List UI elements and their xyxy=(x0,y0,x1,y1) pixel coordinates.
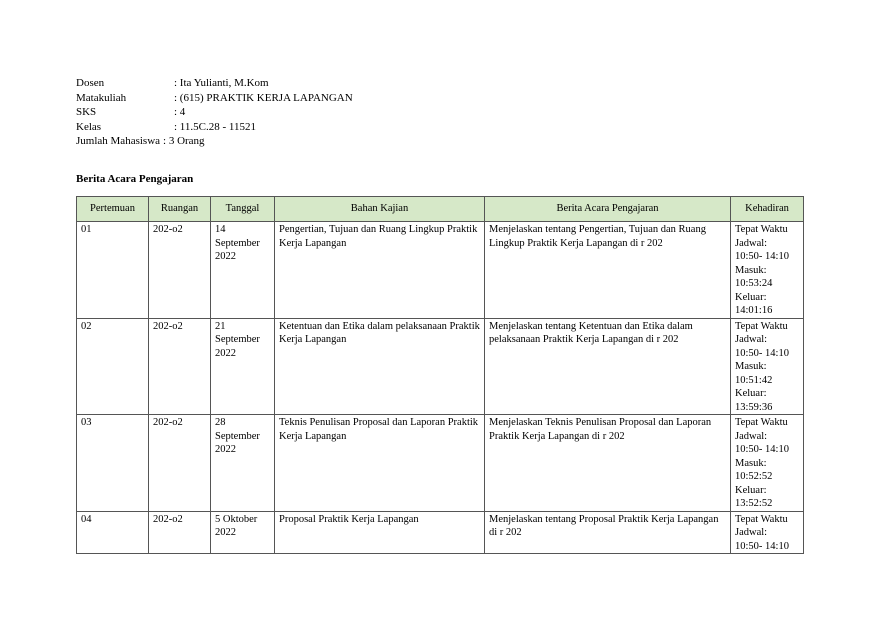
info-row-sks xyxy=(76,105,353,120)
matakuliah-label: Matakuliah xyxy=(76,91,127,104)
cell-pertemuan: 01 xyxy=(77,222,149,319)
info-row-matakuliah xyxy=(76,91,353,106)
table-row xyxy=(77,222,804,319)
cell-pertemuan: 03 xyxy=(77,415,149,512)
cell-tanggal: 14 September 2022 xyxy=(211,222,275,319)
jadwal-label: Jadwal: xyxy=(735,430,768,442)
cell-berita-acara: Menjelaskan tentang Pengertian, Tujuan dan Ruang Lingkup Praktik Kerja Lapangan di r 202 xyxy=(485,222,731,319)
jadwal-value: 10:50- 14:10 xyxy=(735,444,789,455)
cell-ruangan: 202-o2 xyxy=(149,222,211,319)
cell-tanggal: 21 September 2022 xyxy=(211,318,275,415)
sks-label: SKS xyxy=(76,106,97,119)
header-bahan-kajian: Bahan Kajian xyxy=(275,197,485,222)
masuk-value: 10:52:52 xyxy=(735,471,773,482)
header-ruangan: Ruangan xyxy=(149,197,211,222)
cell-berita-acara: Menjelaskan tentang Ketentuan dan Etika dalam pelaksanaan Praktik Kerja Lapangan di r 202 xyxy=(485,318,731,415)
jumlah-label: Jumlah Mahasiswa xyxy=(76,135,161,148)
keluar-label: Keluar: xyxy=(735,291,767,303)
keluar-value: 13:52:52 xyxy=(735,498,773,509)
cell-pertemuan: 04 xyxy=(77,511,149,554)
cell-kehadiran xyxy=(731,511,804,554)
matakuliah-value: : (615) PRAKTIK KERJA LAPANGAN xyxy=(174,91,353,104)
jadwal-label: Jadwal: xyxy=(735,334,768,345)
kelas-value: : 11.5C.28 - 11521 xyxy=(174,120,256,133)
kehadiran-status: Tepat Waktu xyxy=(735,417,788,428)
jadwal-value: 10:50- 14:10 xyxy=(735,540,789,552)
keluar-value: 13:59:36 xyxy=(735,401,773,413)
cell-bahan-kajian: Pengertian, Tujuan dan Ruang Lingkup Praktik Kerja Lapangan xyxy=(275,222,485,319)
info-row-jumlah xyxy=(76,134,353,149)
cell-kehadiran xyxy=(731,318,804,415)
header-berita-acara: Berita Acara Pengajaran xyxy=(485,197,731,222)
masuk-label: Masuk: xyxy=(735,361,767,372)
masuk-label: Masuk: xyxy=(735,264,767,276)
cell-ruangan: 202-o2 xyxy=(149,318,211,415)
dosen-value: : Ita Yulianti, M.Kom xyxy=(174,77,269,89)
kehadiran-status: Tepat Waktu xyxy=(735,513,788,525)
table-row xyxy=(77,511,804,554)
keluar-label: Keluar: xyxy=(735,388,767,399)
section-title: Berita Acara Pengajaran xyxy=(76,173,194,185)
jadwal-value: 10:50- 14:10 xyxy=(735,347,789,359)
cell-ruangan: 202-o2 xyxy=(149,511,211,554)
cell-bahan-kajian: Teknis Penulisan Proposal dan Laporan Praktik Kerja Lapangan xyxy=(275,415,485,512)
cell-bahan-kajian: Proposal Praktik Kerja Lapangan xyxy=(275,511,485,554)
masuk-value: 10:53:24 xyxy=(735,278,773,289)
cell-pertemuan: 02 xyxy=(77,318,149,415)
header-tanggal: Tanggal xyxy=(211,197,275,222)
info-row-dosen xyxy=(76,76,353,91)
jadwal-label: Jadwal: xyxy=(735,237,768,249)
table-header-row xyxy=(77,197,804,222)
header-kehadiran: Kehadiran xyxy=(731,197,804,222)
cell-berita-acara: Menjelaskan tentang Proposal Praktik Kerja Lapangan di r 202 xyxy=(485,511,731,554)
cell-kehadiran xyxy=(731,415,804,512)
jumlah-value: : 3 Orang xyxy=(163,135,205,148)
jadwal-value: 10:50- 14:10 xyxy=(735,251,789,262)
jadwal-label: Jadwal: xyxy=(735,527,768,538)
cell-tanggal: 5 Oktober 2022 xyxy=(211,511,275,554)
cell-berita-acara: Menjelaskan Teknis Penulisan Proposal dan Laporan Praktik Kerja Lapangan di r 202 xyxy=(485,415,731,512)
cell-kehadiran xyxy=(731,222,804,319)
cell-ruangan: 202-o2 xyxy=(149,415,211,512)
cell-bahan-kajian: Ketentuan dan Etika dalam pelaksanaan Praktik Kerja Lapangan xyxy=(275,318,485,415)
masuk-label: Masuk: xyxy=(735,457,767,469)
keluar-value: 14:01:16 xyxy=(735,305,773,316)
masuk-value: 10:51:42 xyxy=(735,374,773,386)
header-pertemuan: Pertemuan xyxy=(77,197,149,222)
sks-value: : 4 xyxy=(174,106,186,119)
kehadiran-status: Tepat Waktu xyxy=(735,224,788,235)
kehadiran-status: Tepat Waktu xyxy=(735,320,788,332)
attendance-table xyxy=(76,196,804,554)
dosen-label: Dosen xyxy=(76,77,105,89)
course-info xyxy=(76,76,353,149)
table-row xyxy=(77,415,804,512)
keluar-label: Keluar: xyxy=(735,484,767,496)
table-row xyxy=(77,318,804,415)
cell-tanggal: 28 September 2022 xyxy=(211,415,275,512)
info-row-kelas xyxy=(76,120,353,135)
kelas-label: Kelas xyxy=(76,120,102,133)
